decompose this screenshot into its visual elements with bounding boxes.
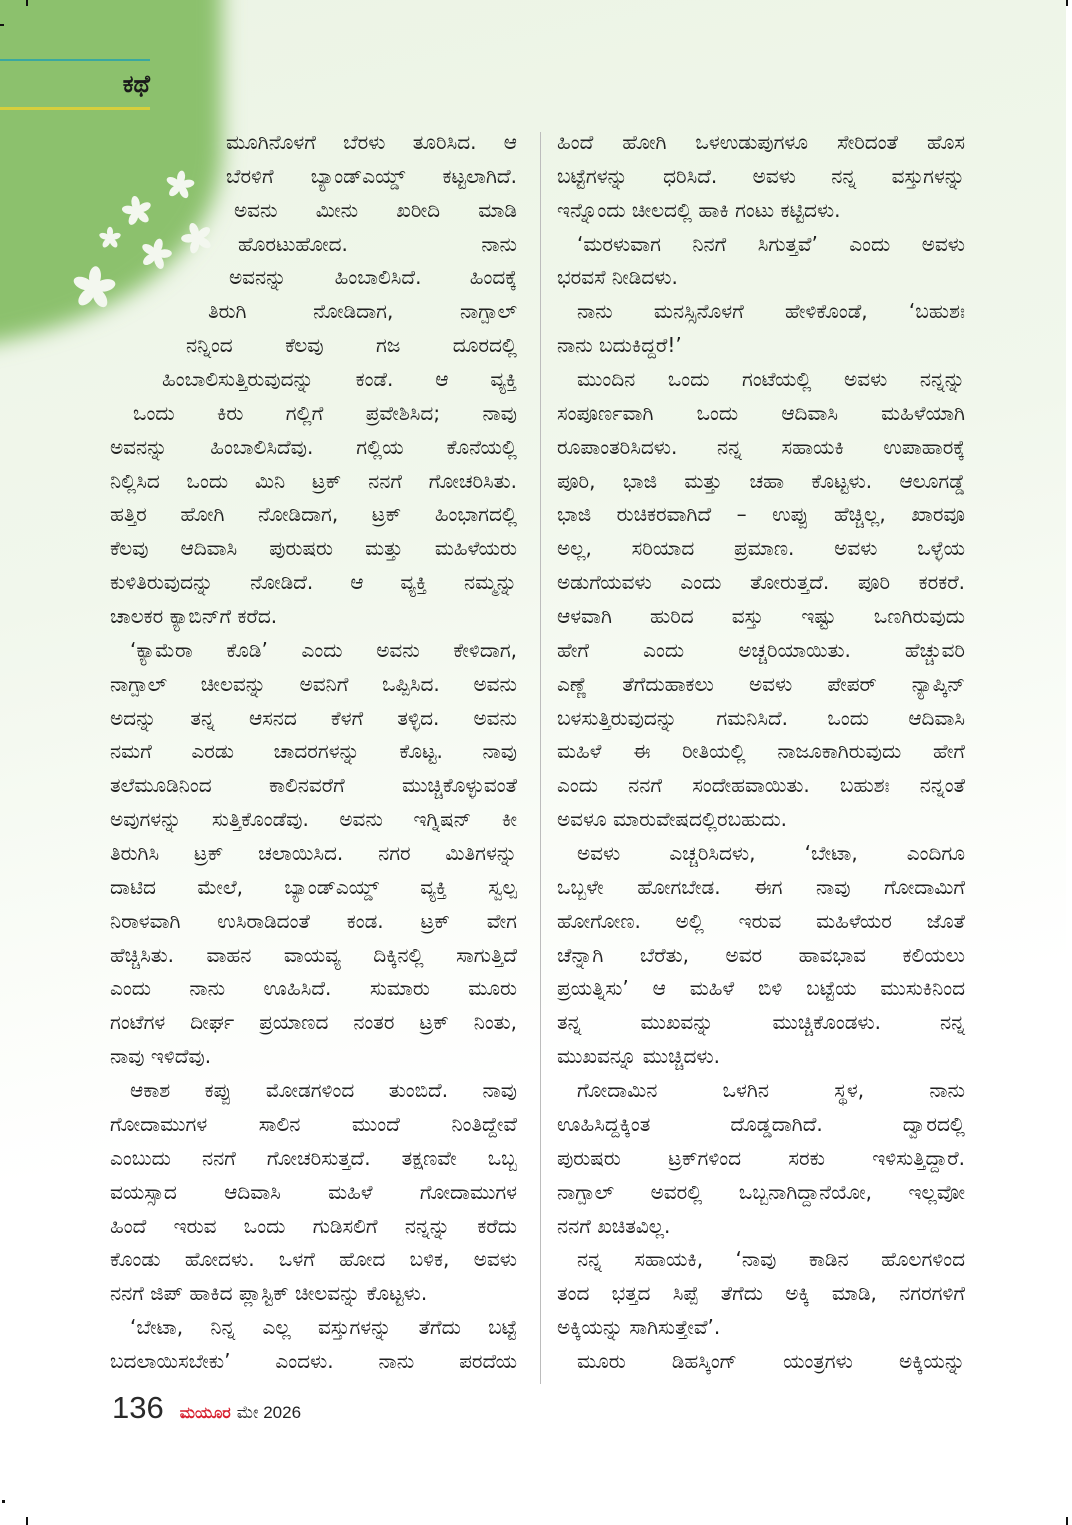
text-line: ಗೋದಾಮಿನ ಒಳಗಿನ ಸ್ಥಳ, ನಾನು [577,1078,965,1103]
text-line: ಅವನನ್ನು ಹಿಂಬಾಲಿಸಿದೆವು. ಗಲ್ಲಿಯ ಕೊನೆಯಲ್ಲಿ [110,434,517,459]
text-line: ರೂಪಾಂತರಿಸಿದಳು. ನನ್ನ ಸಹಾಯಕಿ ಉಪಾಹಾರಕ್ಕೆ [557,434,965,459]
text-line: ಒಬ್ಬಳೇ ಹೋಗಬೇಡ. ಈಗ ನಾವು ಗೋದಾಮಿಗೆ [557,874,965,899]
text-line: ಆಳವಾಗಿ ಹುರಿದ ವಸ್ತು ಇಷ್ಟು ಒಣಗಿರುವುದು [557,604,965,629]
crop-mark [0,24,4,26]
paragraph [557,295,965,363]
paragraph [557,1345,965,1379]
text-line: ತಲೆಮೂಡಿನಿಂದ ಕಾಲಿನವರೆಗೆ ಮುಚ್ಚಿಕೊಳ್ಳುವಂತೆ [110,773,517,798]
magazine-name: ಮಯೂರ [179,1403,231,1422]
text-line: ಮುಂದಿನ ಒಂದು ಗಂಟೆಯಲ್ಲಿ ಅವಳು ನನ್ನನ್ನು [577,367,965,392]
text-line: ಬೆರಳಿಗೆ ಬ್ಯಾಂಡ್‌ಎಯ್ಡ್ ಕಟ್ಟಲಾಗಿದೆ. [226,163,517,188]
text-line: ವಯಸ್ಸಾದ ಆದಿವಾಸಿ ಮಹಿಳೆ ಗೋದಾಮುಗಳ [110,1179,517,1204]
text-line: ಇನ್ನೊಂದು ಚೀಲದಲ್ಲಿ ಹಾಕಿ ಗಂಟು ಕಟ್ಟಿದಳು. [557,197,841,222]
text-line: ಗಂಟೆಗಳ ದೀರ್ಘ ಪ್ರಯಾಣದ ನಂತರ ಟ್ರಕ್ ನಿಂತು, [110,1010,517,1035]
text-line: ತನ್ನ ಮುಖವನ್ನು ಮುಚ್ಚಿಕೊಂಡಳು. ನನ್ನ [557,1010,965,1035]
crop-mark [26,0,28,6]
text-line: ಹತ್ತಿರ ಹೋಗಿ ನೋಡಿದಾಗ, ಟ್ರಕ್ ಹಿಂಭಾಗದಲ್ಲಿ [110,502,517,527]
text-line: ಪೂರಿ, ಭಾಜಿ ಮತ್ತು ಚಹಾ ಕೊಟ್ಟಳು. ಆಲೂಗಡ್ಡೆ [557,468,965,493]
text-line: ನಾಗ್ಪಾಲ್ ಚೀಲವನ್ನು ಅವನಿಗೆ ಒಪ್ಪಿಸಿದ. ಅವನು [110,671,517,696]
text-line: ನಿಲ್ಲಿಸಿದ ಒಂದು ಮಿನಿ ಟ್ರಕ್ ನನಗೆ ಗೋಚರಿಸಿತು. [110,468,517,493]
paragraph [110,126,517,634]
text-line: ಎಣ್ಣೆ ತೆಗೆದುಹಾಕಲು ಅವಳು ಪೇಪರ್ ನ್ಯಾಪ್ಕಿನ್ [557,671,965,696]
text-line: ಪುರುಷರು ಟ್ರಕ್‌ಗಳಿಂದ ಸರಕು ಇಳಿಸುತ್ತಿದ್ದಾರೆ. [557,1145,965,1170]
text-line: ಅವುಗಳನ್ನು ಸುತ್ತಿಕೊಂಡೆವು. ಅವನು ಇಗ್ನಿಷನ್ ಕೀ [110,807,517,832]
header-rule-top [0,59,150,61]
text-line: ಹಿಂದೆ ಇರುವ ಒಂದು ಗುಡಿಸಲಿಗೆ ನನ್ನನ್ನು ಕರೆದು [110,1213,517,1238]
paragraph [110,634,517,1074]
text-line: ಚಾಲಕರ ಕ್ಯಾಬಿನ್‌ಗೆ ಕರೆದ. [110,604,278,629]
crop-mark [26,1517,28,1525]
text-line: ಆಕಾಶ ಕಪ್ಪು ಮೋಡಗಳಿಂದ ತುಂಬಿದೆ. ನಾವು [130,1078,517,1103]
text-line: ಅಡುಗೆಯವಳು ಎಂದು ತೋರುತ್ತದೆ. ಪೂರಿ ಕರಕರೆ. [557,570,965,595]
text-line: ಭರವಸೆ ನೀಡಿದಳು. [557,265,678,290]
text-line: ಎಂಬುದು ನನಗೆ ಗೋಚರಿಸುತ್ತದೆ. ತಕ್ಷಣವೇ ಒಬ್ಬ [110,1145,517,1170]
text-line: ಗೋದಾಮುಗಳ ಸಾಲಿನ ಮುಂದೆ ನಿಂತಿದ್ದೇವೆ [110,1111,517,1136]
right-column [557,126,965,1379]
text-line: ಚೆನ್ನಾಗಿ ಬೆರೆತು, ಅವರ ಹಾವಭಾವ ಕಲಿಯಲು [557,942,965,967]
text-line: ಒಂದು ಕಿರು ಗಲ್ಲಿಗೆ ಪ್ರವೇಶಿಸಿದ; ನಾವು [133,400,517,425]
text-line: ಅವಳು ಎಚ್ಚರಿಸಿದಳು, ‘ಬೇಟಾ, ಎಂದಿಗೂ [577,841,965,866]
text-line: ಕುಳಿತಿರುವುದನ್ನು ನೋಡಿದೆ. ಆ ವ್ಯಕ್ತಿ ನಮ್ಮನ್ನು [110,570,517,595]
text-line: ನನ್ನಿಂದ ಕೆಲವು ಗಜ ದೂರದಲ್ಲಿ [186,333,517,358]
page-footer [112,1390,301,1426]
paragraph [557,1074,965,1243]
text-line: ಬಟ್ಟೆಗಳನ್ನು ಧರಿಸಿದೆ. ಅವಳು ನನ್ನ ವಸ್ತುಗಳನ್ನು [557,163,965,188]
issue-date: ಮೇ 2026 [236,1403,302,1422]
page-number: 136 [112,1390,164,1425]
text-line: ಕೆಲವು ಆದಿವಾಸಿ ಪುರುಷರು ಮತ್ತು ಮಹಿಳೆಯರು [110,536,517,561]
text-line: ನನಗೆ ಖಚಿತವಿಲ್ಲ. [557,1213,671,1238]
text-line: ನನಗೆ ಜಿಪ್ ಹಾಕಿದ ಪ್ಲಾಸ್ಟಿಕ್ ಚೀಲವನ್ನು ಕೊಟ್ಟಳು. [110,1281,428,1306]
text-line: ಹಿಂದೆ ಹೋಗಿ ಒಳಉಡುಪುಗಳೂ ಸೇರಿದಂತೆ ಹೊಸ [557,130,965,154]
text-line: ಅಲ್ಲ, ಸರಿಯಾದ ಪ್ರಮಾಣ. ಅವಳು ಒಳ್ಳೆಯ [557,536,965,561]
text-line: ಹೊರಟುಹೋದ. ನಾನು [238,231,517,256]
text-line: ಸಂಪೂರ್ಣವಾಗಿ ಒಂದು ಆದಿವಾಸಿ ಮಹಿಳೆಯಾಗಿ [557,400,965,425]
text-line: ನಾನು ಬದುಕಿದ್ದರೆ!’ [557,333,682,358]
text-line: ‘ಬೇಟಾ, ನಿನ್ನ ಎಲ್ಲ ವಸ್ತುಗಳನ್ನು ತೆಗೆದು ಬಟ್ಟೆ [130,1315,517,1340]
paragraph [557,126,965,228]
text-line: ನಾನು ಮನಸ್ಸಿನೊಳಗೆ ಹೇಳಿಕೊಂಡೆ, ‘ಬಹುಶಃ [577,299,965,324]
text-line: ತಂದ ಭತ್ತದ ಸಿಪ್ಪೆ ತೆಗೆದು ಅಕ್ಕಿ ಮಾಡಿ, ನಗರಗಳಿಗೆ [557,1281,965,1306]
text-line: ಪ್ರಯತ್ನಿಸು’ ಆ ಮಹಿಳೆ ಬಿಳಿ ಬಟ್ಟೆಯ ಮುಸುಕಿನಿಂದ [557,976,965,1001]
text-line: ನನ್ನ ಸಹಾಯಕಿ, ‘ನಾವು ಕಾಡಿನ ಹೊಲಗಳಿಂದ [577,1247,965,1272]
paragraph [110,1074,517,1311]
header-rule-bottom [0,107,150,110]
text-line: ಮೂಗಿನೊಳಗೆ ಬೆರಳು ತೂರಿಸಿದ. ಆ [226,130,517,154]
text-line: ನಿರಾಳವಾಗಿ ಉಸಿರಾಡಿದಂತೆ ಕಂಡ. ಟ್ರಕ್ ವೇಗ [110,908,517,933]
text-line: ಹೆಚ್ಚಿಸಿತು. ವಾಹನ ವಾಯವ್ಯ ದಿಕ್ಕಿನಲ್ಲಿ ಸಾಗುತ್ತಿದೆ [110,942,517,967]
text-line: ಅವನು ಮೀನು ಖರೀದಿ ಮಾಡಿ [234,197,517,222]
text-line: ಬದಲಾಯಿಸಬೇಕು’ ಎಂದಳು. ನಾನು ಪರದೆಯ [110,1348,517,1373]
paragraph [557,363,965,837]
text-line: ಎಂದು ನನಗೆ ಸಂದೇಹವಾಯಿತು. ಬಹುಶಃ ನನ್ನಂತೆ [557,773,965,798]
text-line: ತಿರುಗಿ ನೋಡಿದಾಗ, ನಾಗ್ಪಾಲ್ [208,299,517,324]
text-line: ಮೂರು ಡಿಹಸ್ಕಿಂಗ್ ಯಂತ್ರಗಳು ಅಕ್ಕಿಯನ್ನು [577,1348,965,1373]
text-line: ಬಳಸುತ್ತಿರುವುದನ್ನು ಗಮನಿಸಿದೆ. ಒಂದು ಆದಿವಾಸಿ [557,705,965,730]
text-line: ಅವಳೂ ಮಾರುವೇಷದಲ್ಲಿರಬಹುದು. [557,807,788,832]
text-line: ಹಿಂಬಾಲಿಸುತ್ತಿರುವುದನ್ನು ಕಂಡೆ. ಆ ವ್ಯಕ್ತಿ [162,367,517,392]
text-line: ನಮಗೆ ಎರಡು ಚಾದರಗಳನ್ನು ಕೊಟ್ಟ. ನಾವು [110,739,517,764]
paragraph [557,228,965,296]
text-line: ‘ಮರಳುವಾಗ ನಿನಗೆ ಸಿಗುತ್ತವೆ’ ಎಂದು ಅವಳು [577,231,965,256]
text-line: ಮುಖವನ್ನೂ ಮುಚ್ಚಿದಳು. [557,1044,721,1069]
text-line: ಅದನ್ನು ತನ್ನ ಆಸನದ ಕೆಳಗೆ ತಳ್ಳಿದ. ಅವನು [110,705,517,730]
text-line: ದಾಟಿದ ಮೇಲೆ, ಬ್ಯಾಂಡ್‌ಎಯ್ಡ್ ವ್ಯಕ್ತಿ ಸ್ವಲ್ಪ [110,874,517,899]
text-line: ಕೊಂಡು ಹೋದಳು. ಒಳಗೆ ಹೋದ ಬಳಿಕ, ಅವಳು [110,1247,517,1272]
column-divider [540,132,541,1384]
section-label: ಕಥೆ [122,70,150,98]
text-line: ನಾಗ್ಪಾಲ್ ಅವರಲ್ಲಿ ಒಬ್ಬನಾಗಿದ್ದಾನೆಯೋ, ಇಲ್ಲವೋ [557,1179,965,1204]
crop-mark [2,1500,5,1503]
text-line: ‘ಕ್ಯಾಮೆರಾ ಕೊಡಿ’ ಎಂದು ಅವನು ಕೇಳಿದಾಗ, [130,637,517,662]
left-column [110,126,517,1379]
crop-mark [1066,0,1068,6]
text-line: ಹೇಗೆ ಎಂದು ಅಚ್ಚರಿಯಾಯಿತು. ಹೆಚ್ಚುವರಿ [557,637,965,662]
text-line: ಎಂದು ನಾನು ಊಹಿಸಿದೆ. ಸುಮಾರು ಮೂರು [110,976,517,1001]
text-line: ಊಹಿಸಿದ್ದಕ್ಕಿಂತ ದೊಡ್ಡದಾಗಿದೆ. ದ್ವಾರದಲ್ಲಿ [557,1111,965,1136]
text-line: ಹೋಗೋಣ. ಅಲ್ಲಿ ಇರುವ ಮಹಿಳೆಯರ ಜೊತೆ [557,908,965,933]
text-line: ನಾವು ಇಳಿದೆವು. [110,1044,212,1069]
paragraph [557,837,965,1074]
paragraph [557,1243,965,1345]
crop-mark [1066,1517,1068,1525]
text-line: ಭಾಜಿ ರುಚಿಕರವಾಗಿದೆ – ಉಪ್ಪು ಹೆಚ್ಚಿಲ್ಲ, ಖಾರವೂ [557,502,965,527]
text-line: ಅವನನ್ನು ಹಿಂಬಾಲಿಸಿದೆ. ಹಿಂದಕ್ಕೆ [229,265,517,290]
text-line: ತಿರುಗಿಸಿ ಟ್ರಕ್ ಚಲಾಯಿಸಿದ. ನಗರ ಮಿತಿಗಳನ್ನು [110,841,517,866]
text-line: ಅಕ್ಕಿಯನ್ನು ಸಾಗಿಸುತ್ತೇವೆ’. [557,1315,721,1340]
paragraph [110,1311,517,1379]
text-line: ಮಹಿಳೆ ಈ ರೀತಿಯಲ್ಲಿ ನಾಜೂಕಾಗಿರುವುದು ಹೇಗೆ [557,739,965,764]
